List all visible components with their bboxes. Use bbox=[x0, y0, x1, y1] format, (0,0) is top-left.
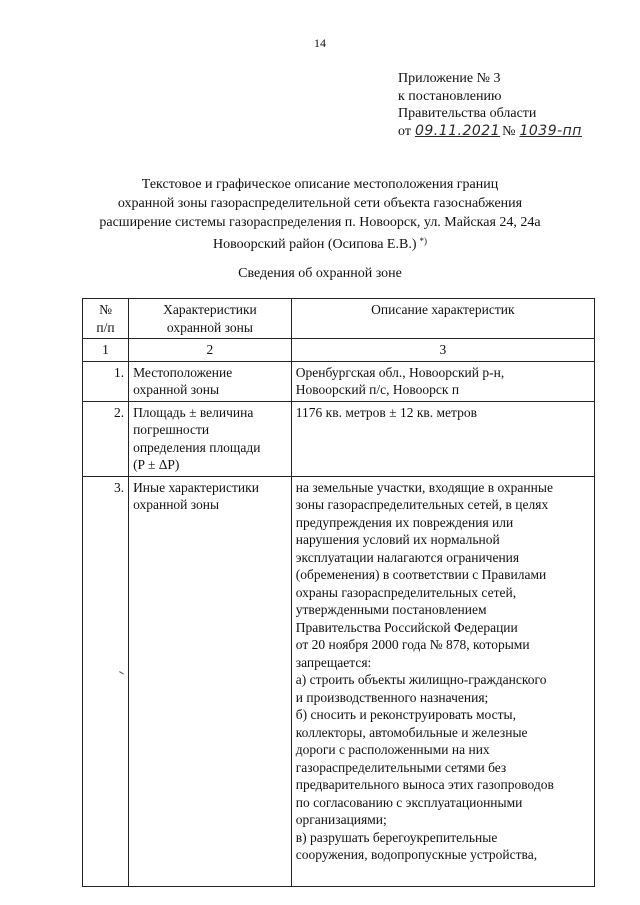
header-num-line: № bbox=[99, 302, 112, 317]
description-line: от 20 ноября 2000 года № 878, которыми bbox=[295, 637, 530, 652]
row-description bbox=[291, 476, 594, 886]
characteristic-line: (P ± ΔP) bbox=[133, 457, 180, 472]
header-characteristic bbox=[129, 299, 292, 339]
appendix-government: Правительства области bbox=[398, 106, 537, 121]
appendix-title: Приложение № 3 bbox=[398, 71, 501, 86]
header-char-line: охранной зоны bbox=[166, 319, 253, 335]
column-number-row bbox=[83, 339, 595, 362]
description-line: коллекторы, автомобильные и железные bbox=[295, 724, 528, 740]
row-characteristic bbox=[129, 361, 292, 401]
characteristic-line: охранной зоны bbox=[133, 497, 220, 512]
description-line: организациями; bbox=[295, 812, 387, 827]
characteristic-line: погрешности bbox=[133, 422, 210, 437]
column-number: 2 bbox=[129, 339, 292, 362]
description-line: б) сносить и реконструировать мосты, bbox=[295, 707, 516, 722]
table-row bbox=[83, 401, 595, 476]
row-num: 3. bbox=[83, 476, 129, 886]
description-line: Новоорский п/с, Новоорск п bbox=[295, 382, 460, 397]
description-line: в) разрушать берегоукрепительные bbox=[295, 829, 498, 845]
table-row bbox=[83, 361, 595, 401]
column-number: 1 bbox=[83, 339, 129, 362]
row-characteristic bbox=[129, 401, 292, 476]
date-prefix: от bbox=[398, 123, 411, 139]
table-row bbox=[83, 476, 595, 886]
footnote-mark: *) bbox=[419, 236, 427, 246]
description-line: запрещается: bbox=[295, 654, 372, 670]
description-line: а) строить объекты жилищно-гражданского bbox=[295, 672, 547, 687]
description-line: Оренбургская обл., Новоорский р-н, bbox=[295, 364, 505, 380]
description-line: сооружения, водопропускные устройства, bbox=[295, 847, 538, 862]
description-line: дороги с расположенными на них bbox=[295, 742, 490, 757]
description-line: нарушения условий их нормальной bbox=[295, 532, 500, 547]
characteristic-line: Площадь ± величина bbox=[133, 404, 254, 420]
handwritten-number: 1039-пп bbox=[519, 122, 582, 139]
description-line: зоны газораспределительных сетей, в целях bbox=[295, 497, 549, 512]
appendix-resolution: к постановлению bbox=[398, 88, 502, 104]
document-title bbox=[60, 175, 580, 254]
appendix-block bbox=[398, 70, 582, 140]
characteristic-line: Местоположение bbox=[133, 364, 233, 380]
table-header-row bbox=[83, 299, 595, 339]
appendix-date-line bbox=[398, 123, 582, 141]
handwritten-date: 09.11.2021 bbox=[414, 122, 501, 139]
row-description bbox=[291, 401, 594, 476]
header-char-line: Характеристики bbox=[163, 302, 257, 317]
title-line: Текстовое и графическое описание местоположения границ bbox=[141, 177, 499, 192]
description-line: на земельные участки, входящие в охранные bbox=[295, 479, 553, 495]
section-subtitle: Сведения об охранной зоне bbox=[238, 266, 402, 281]
title-line: охранной зоны газораспределительной сети объекта газоснабжения bbox=[117, 196, 523, 211]
description-line: Правительства Российской Федерации bbox=[295, 619, 518, 635]
description-line: газораспределительными сетями без bbox=[295, 759, 507, 775]
description-line: эксплуатации налагаются ограничения bbox=[295, 549, 520, 565]
number-sign: № bbox=[502, 123, 516, 139]
column-number: 3 bbox=[291, 339, 594, 362]
title-line: расширение системы газораспределения п. Новоорск, ул. Майская 24, 24а bbox=[99, 215, 541, 230]
description-line: 1176 кв. метров ± 12 кв. метров bbox=[295, 404, 477, 420]
header-num-line: п/п bbox=[96, 319, 115, 335]
description-line: по согласованию с эксплуатационными bbox=[295, 794, 523, 810]
title-line-last bbox=[60, 232, 580, 254]
page-number: 14 bbox=[314, 36, 326, 50]
characteristic-line: определения площади bbox=[133, 439, 261, 455]
description-line: предварительного выноса этих газопроводов bbox=[295, 777, 554, 792]
row-description bbox=[291, 361, 594, 401]
title-line-text: Новоорский район (Осипова Е.В.) bbox=[213, 237, 417, 252]
description-line: (обременения) в соответствии с Правилами bbox=[295, 567, 547, 582]
description-line: охраны газораспределительных сетей, bbox=[295, 584, 517, 600]
protection-zone-table bbox=[82, 298, 595, 887]
row-num: 1. bbox=[83, 361, 129, 401]
row-characteristic bbox=[129, 476, 292, 886]
header-description: Описание характеристик bbox=[291, 299, 594, 339]
characteristic-line: Иные характеристики bbox=[133, 479, 259, 495]
description-line: и производственного назначения; bbox=[295, 689, 489, 705]
row-num: 2. bbox=[83, 401, 129, 476]
header-num bbox=[83, 299, 129, 339]
description-line: предупреждения их повреждения или bbox=[295, 514, 514, 530]
description-line: утвержденными постановлением bbox=[295, 602, 487, 617]
characteristic-line: охранной зоны bbox=[133, 382, 220, 397]
